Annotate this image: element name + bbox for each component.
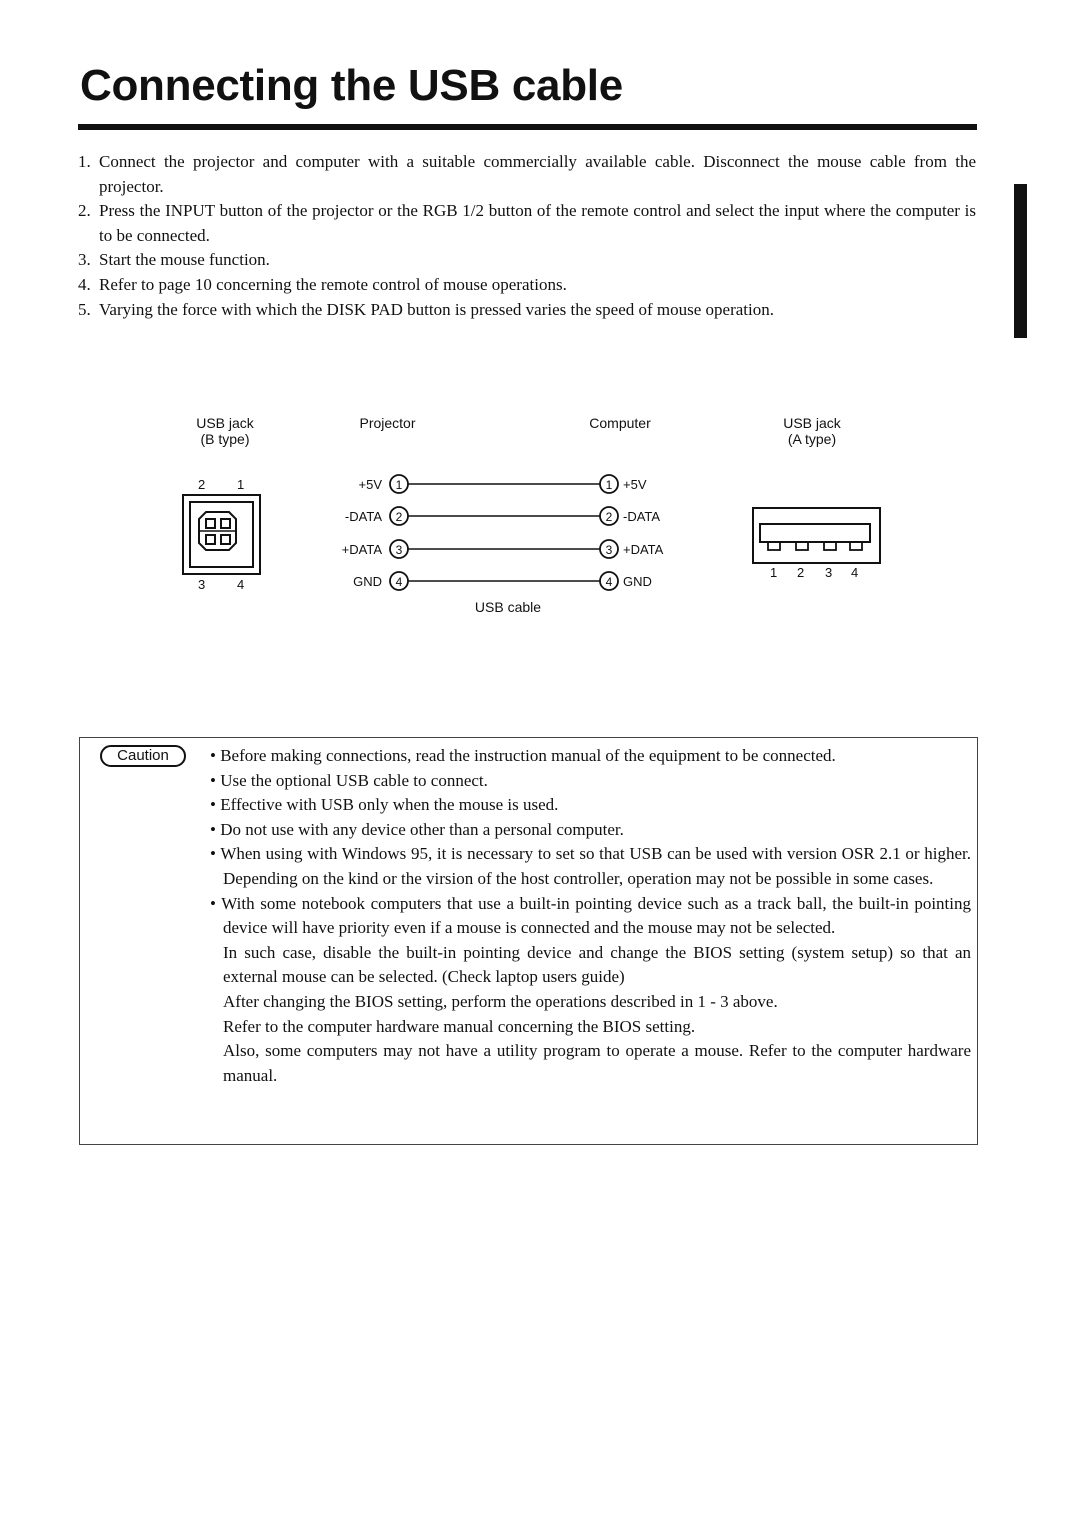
caution-paragraph: Also, some computers may not have a utility program to operate a mouse. Refer to the computer hardware manual. (223, 1041, 971, 1085)
wire-1 (359, 475, 647, 493)
usb-a-jack-drawing (753, 508, 880, 580)
section-tab-marker (1014, 184, 1027, 338)
usb-a-jack-title: USB jack (783, 415, 841, 431)
a-pin-4: 4 (851, 565, 859, 580)
b-pin-bottom-right: 4 (237, 577, 245, 592)
usb-b-type-label: (B type) (200, 431, 250, 447)
wire-3-left-pin: 3 (395, 543, 403, 557)
wire-4-left-pin: 4 (395, 575, 403, 589)
caution-item: • Effective with USB only when the mouse is used. (210, 795, 559, 815)
wire-1-right-signal: +5V (623, 477, 647, 492)
usb-b-jack-drawing (183, 477, 260, 592)
wire-2 (345, 507, 660, 525)
wire-3 (342, 540, 664, 558)
wire-4 (353, 572, 652, 590)
step-number: 5. (78, 299, 91, 319)
wire-1-right-pin: 1 (605, 478, 613, 492)
wire-4-right-signal: GND (623, 574, 652, 589)
a-pin-3: 3 (825, 565, 833, 580)
caution-item-text: With some notebook computers that use a built-in pointing device such as a track ball, the built-in pointing device will have priority even if a mouse is connected and the mouse may not be selected. (221, 893, 971, 938)
wire-2-right-signal: -DATA (623, 509, 661, 524)
step-1 (78, 150, 976, 199)
usb-b-jack-label (180, 415, 270, 447)
wire-4-right-pin: 4 (605, 575, 613, 589)
wire-3-right-pin: 3 (605, 543, 613, 557)
step-text: Refer to page 10 concerning the remote control of mouse operations. (99, 274, 567, 294)
caution-item-text: Effective with USB only when the mouse is used. (220, 795, 559, 815)
usb-cable-label: USB cable (474, 599, 542, 615)
step-5 (78, 298, 976, 323)
caution-badge: Caution (100, 745, 186, 767)
caution-paragraph: In such case, disable the built-in pointing device and change the BIOS setting (system setup) so that an external mouse can be selected. (Check laptop users guide) (223, 942, 971, 987)
a-pin-1: 1 (770, 565, 778, 580)
caution-paragraph: Refer to the computer hardware manual concerning the BIOS setting. (223, 1016, 696, 1036)
wire-2-left-pin: 2 (395, 510, 403, 524)
usb-a-type-label: (A type) (787, 431, 837, 447)
step-number: 2. (78, 201, 91, 221)
computer-label: Computer (589, 415, 651, 431)
step-text: Start the mouse function. (99, 250, 270, 270)
step-text: Varying the force with which the DISK PAD button is pressed varies the speed of mouse operation. (99, 299, 774, 319)
b-pin-bottom-left: 3 (198, 577, 206, 592)
caution-item: • Do not use with any device other than a personal computer. (210, 819, 624, 839)
wire-1-left-signal: +5V (358, 477, 382, 492)
step-text: Press the INPUT button of the projector or the RGB 1/2 button of the remote control and select the input where the computer is to be connected. (99, 201, 976, 245)
step-2 (78, 199, 976, 248)
caution-item: • Use the optional USB cable to connect. (210, 770, 488, 790)
step-number: 4. (78, 274, 91, 294)
caution-paragraph: After changing the BIOS setting, perform the operations described in 1 - 3 above. (223, 991, 778, 1011)
page-title: Connecting the USB cable (80, 61, 623, 110)
b-pin-top-left: 2 (198, 477, 206, 492)
wire-2-left-signal: -DATA (344, 509, 382, 524)
step-4 (78, 273, 976, 298)
caution-item: • With some notebook computers that use a built-in pointing device such as a track ball, the built-in pointing device will have priority even if a mouse is connected and the mouse may not be selected. (210, 893, 971, 938)
wire-1-left-pin: 1 (395, 478, 403, 492)
wire-3-left-signal: +DATA (341, 542, 382, 557)
caution-item-text: Before making connections, read the instruction manual of the equipment to be connected. (220, 746, 836, 765)
wire-4-left-signal: GND (353, 574, 382, 589)
wire-3-right-signal: +DATA (623, 542, 664, 557)
step-text: Connect the projector and computer with a suitable commercially available cable. Disconnect the mouse cable from the projector. (99, 152, 976, 196)
caution-item-text: When using with Windows 95, it is necessary to set so that USB can be used with version OSR 2.1 or higher. Depending on the kind or the virsion of the host controller, operation may not be possible in some cases. (220, 844, 971, 888)
step-3 (78, 248, 976, 273)
usb-b-jack-title: USB jack (196, 415, 254, 431)
step-number: 1. (78, 152, 91, 171)
usb-a-jack-label (767, 415, 857, 447)
caution-item: • Before making connections, read the instruction manual of the equipment to be connected. (210, 746, 836, 765)
projector-label: Projector (359, 415, 416, 431)
step-number: 3. (78, 250, 91, 270)
caution-item: • When using with Windows 95, it is necessary to set so that USB can be used with version OSR 2.1 or higher. Depending on the kind or the virsion of the host controller, operation may not be possible in some cases. (210, 844, 971, 888)
caution-item-text: Use the optional USB cable to connect. (220, 770, 488, 790)
b-pin-top-right: 1 (237, 477, 245, 492)
title-underline (78, 124, 977, 130)
a-pin-2: 2 (797, 565, 805, 580)
caution-item-text: Do not use with any device other than a personal computer. (220, 819, 624, 839)
wire-2-right-pin: 2 (605, 510, 613, 524)
instruction-steps (78, 150, 976, 322)
caution-list (210, 744, 971, 1088)
